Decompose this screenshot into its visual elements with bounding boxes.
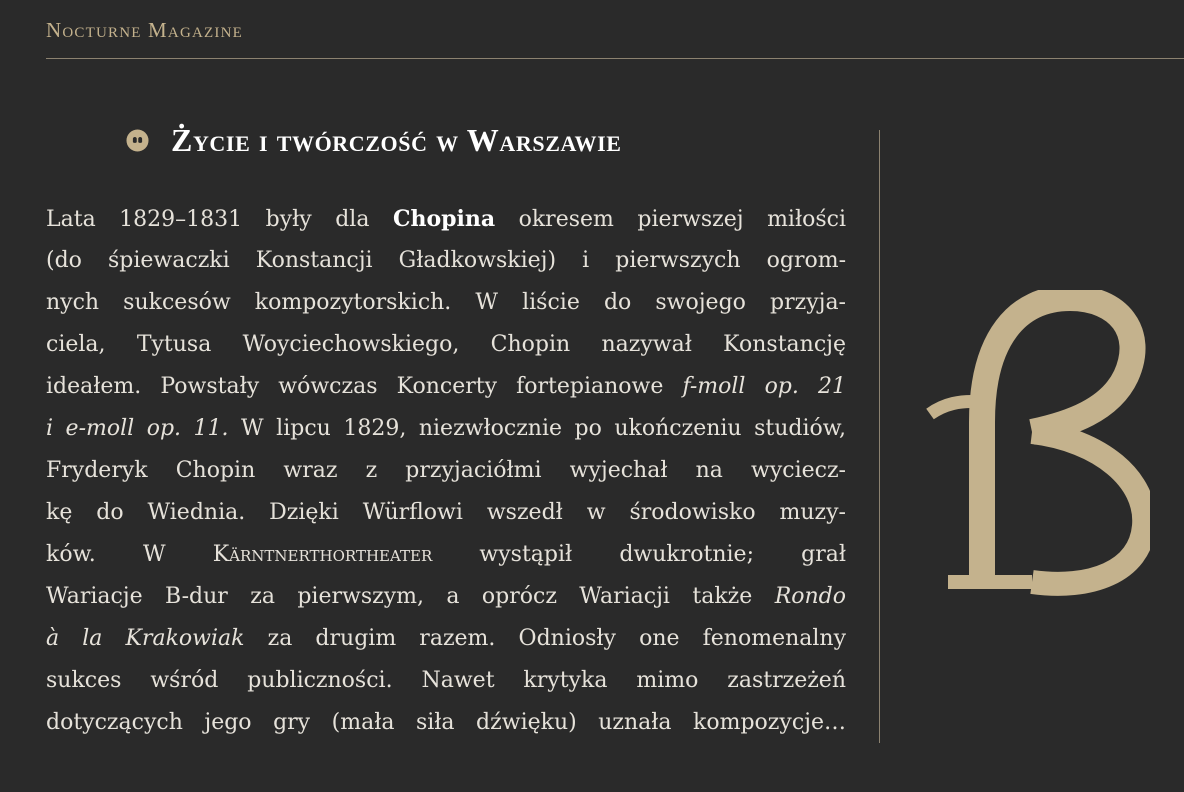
text-run: kę do Wiednia. Dzięki Würflowi wszedł w środowisko muzy- (46, 500, 846, 525)
italic-text: Rondo (774, 584, 846, 609)
text-run: dotyczących jego gry (mała siła dźwięku) uznała kompozycje… (46, 710, 846, 735)
magazine-title: Nocturne Magazine (46, 18, 243, 42)
article-line (46, 450, 846, 492)
italic-text: à la Krakowiak (46, 626, 245, 651)
article-line (46, 660, 846, 702)
article-line (46, 198, 846, 240)
article-line (46, 534, 846, 576)
article-line (46, 366, 846, 408)
text-run: sukces wśród publiczności. Nawet krytyka mimo zastrzeżeń (46, 668, 846, 693)
article-line (46, 408, 846, 450)
column-divider (879, 130, 880, 743)
article-line (46, 282, 846, 324)
text-run: Lata 1829–1831 były dla (46, 207, 393, 232)
text-run: ciela, Tytusa Woyciechowskiego, Chopin nazywał Konstancję (46, 332, 846, 357)
text-run: wystąpił dwukrotnie; grał (432, 542, 846, 567)
article-line (46, 702, 846, 744)
article-line (46, 492, 846, 534)
italic-text: i e-moll op. 11. (46, 416, 229, 441)
section-title: Życie i twórczość w Warszawie (171, 122, 622, 158)
article-body (46, 198, 846, 744)
text-run: ideałem. Powstały wówczas Koncerty fortepianowe (46, 374, 683, 399)
italic-text: f-moll op. 21 (682, 374, 846, 399)
text-run: Wariacje B-dur za pierwszym, a oprócz Wariacji także (46, 584, 775, 609)
bold-text: Chopina (392, 206, 496, 232)
header-divider (46, 58, 1184, 59)
text-run: okresem pierwszej miłości (495, 207, 846, 232)
article-line (46, 240, 846, 282)
text-run: nych sukcesów kompozytorskich. W liście do swojego przyja- (46, 290, 846, 315)
small-caps-text: Kärntnerthortheater (212, 542, 433, 567)
section-heading (126, 122, 622, 159)
decorative-ligature-icon (920, 290, 1150, 600)
text-run: Fryderyk Chopin wraz z przyjaciółmi wyjechał na wyciecz- (46, 458, 846, 483)
text-run: za drugim razem. Odniosły one fenomenalny (244, 626, 847, 651)
text-run: W lipcu 1829, niezwłocznie po ukończeniu studiów, (228, 416, 846, 441)
text-run: ków. W (46, 542, 213, 567)
article-line (46, 576, 846, 618)
article-line (46, 618, 846, 660)
text-run: (do śpiewaczki Konstancji Gładkowskiej) i pierwszych ogrom- (46, 248, 846, 273)
mask-icon (126, 129, 149, 152)
article-line (46, 324, 846, 366)
